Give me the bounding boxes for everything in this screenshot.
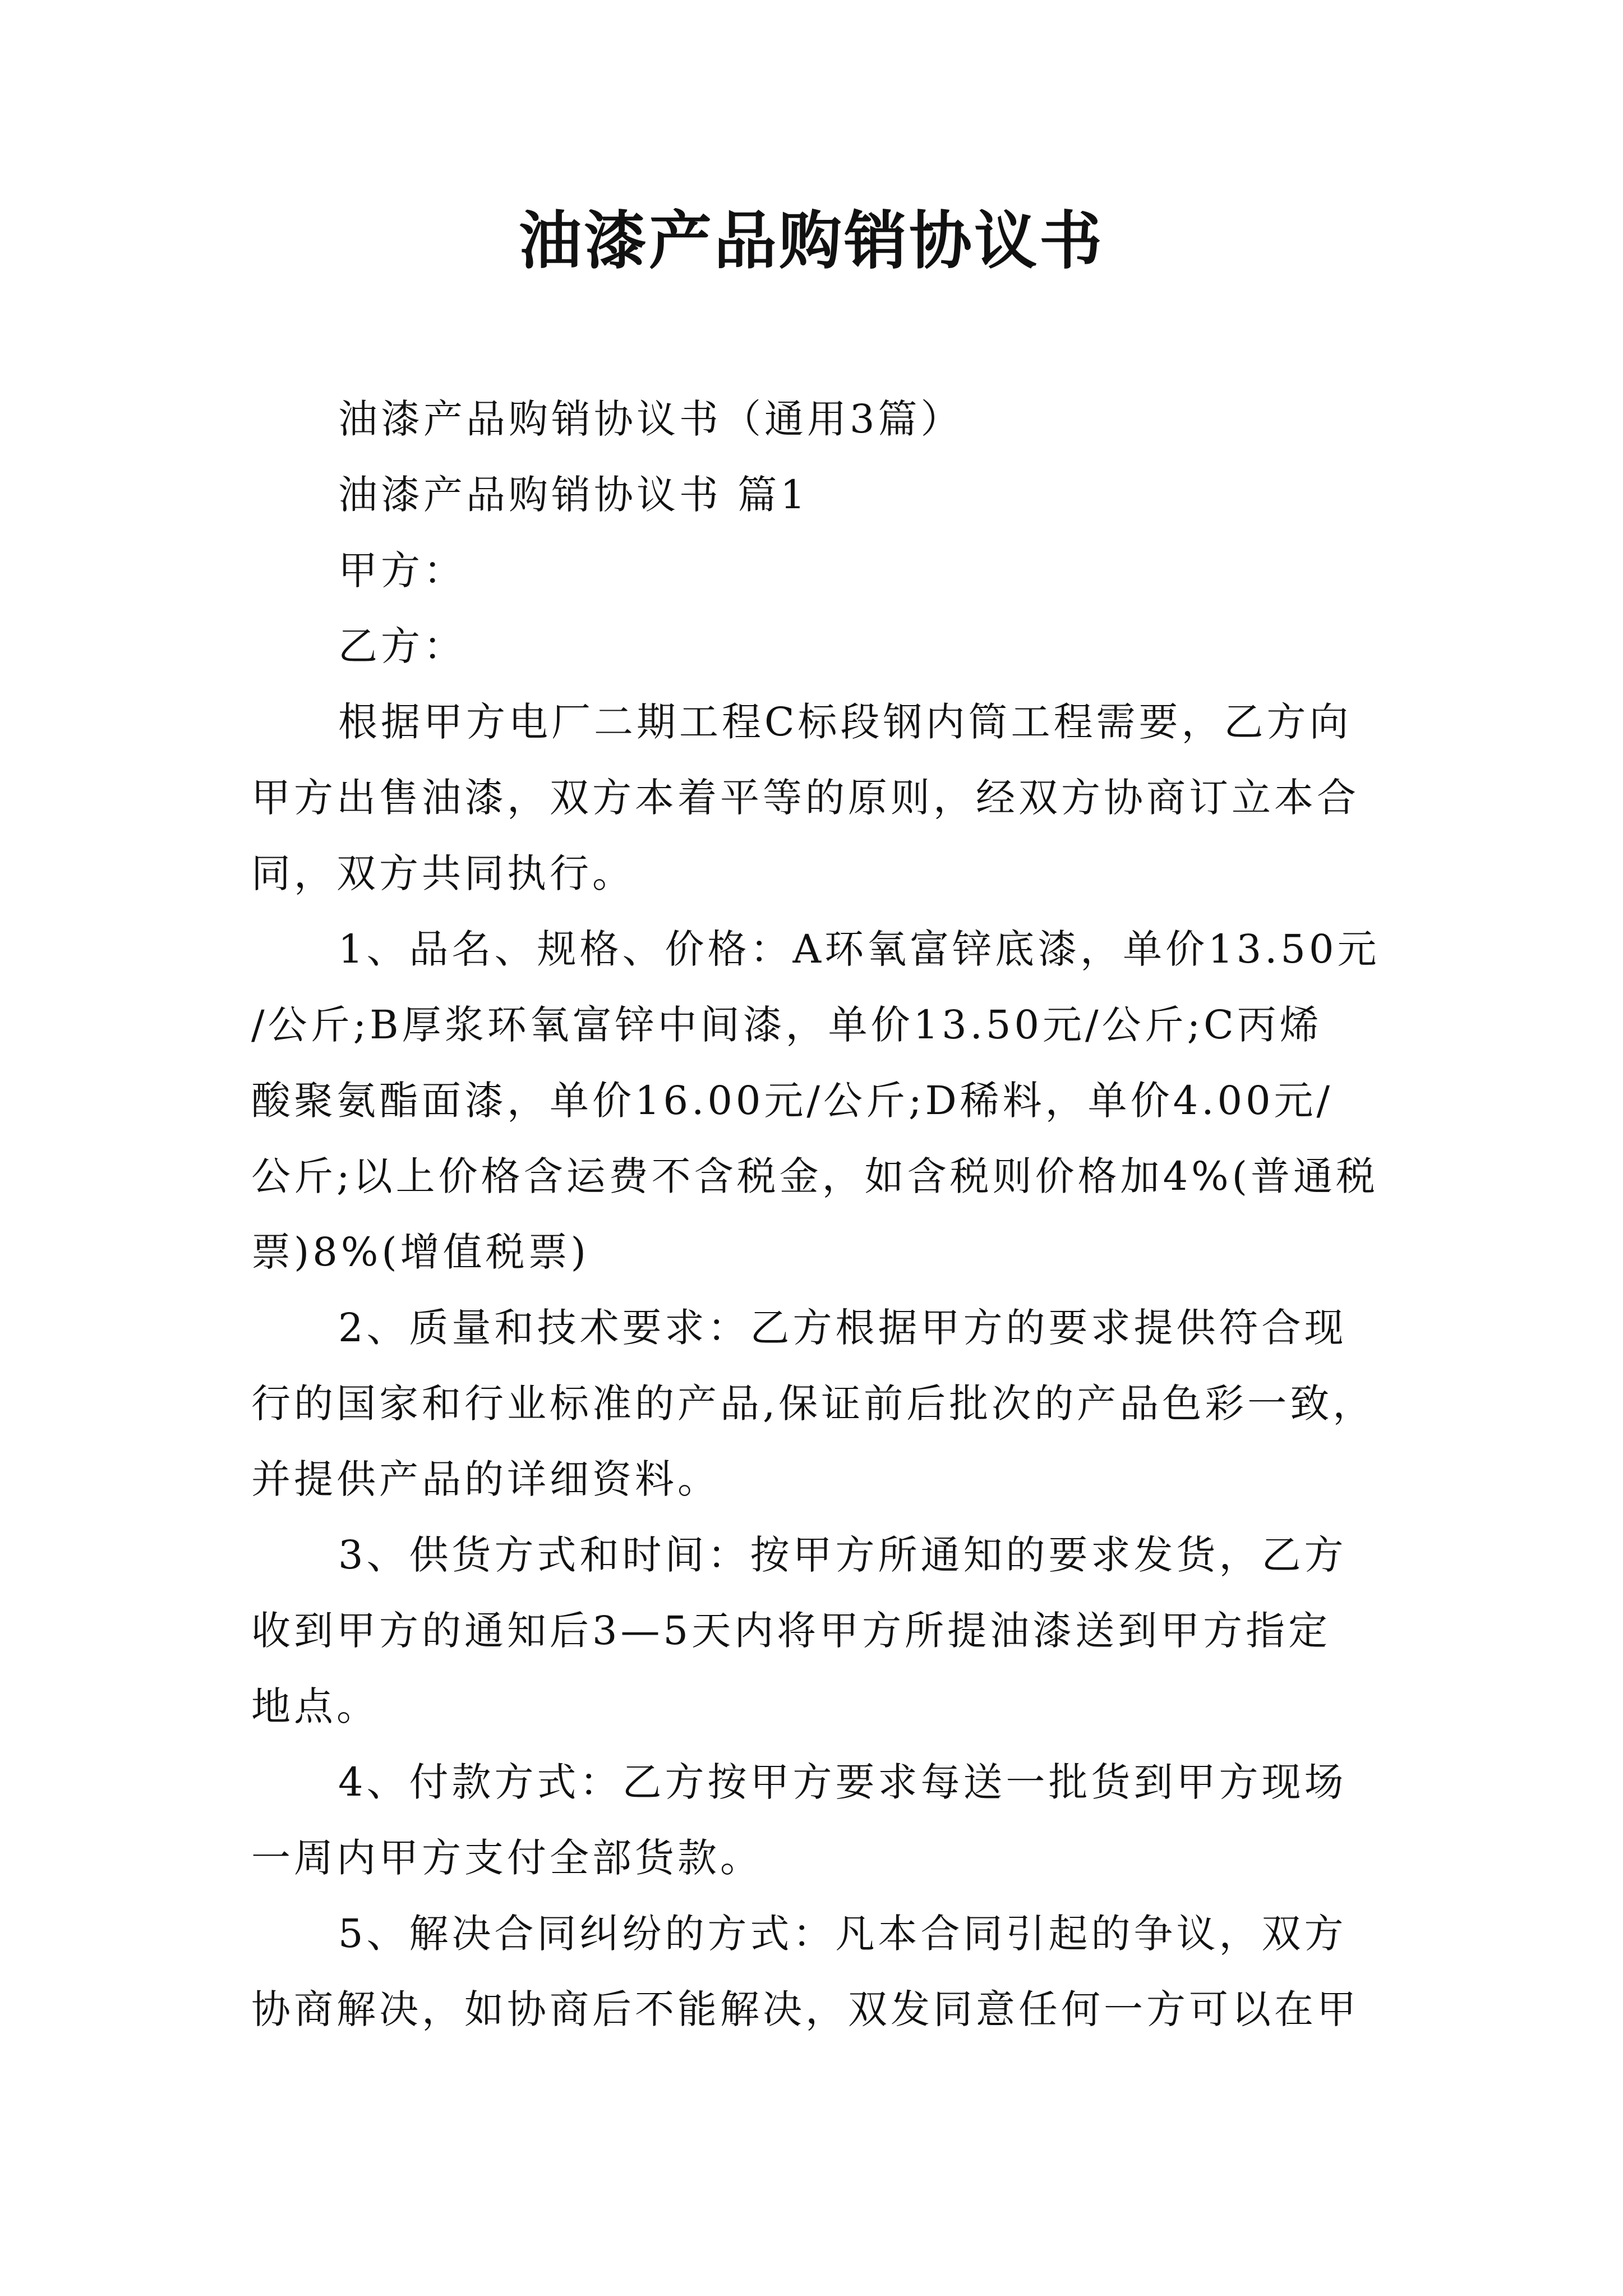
text-line: 一周内甲方支付全部货款。 (251, 1835, 763, 1881)
text-line: 酸聚氨酯面漆，单价16.00元/公斤;D稀料，单价4.00元/ (251, 1078, 1334, 1124)
party-a-line: 甲方： (338, 547, 466, 593)
subtitle-line: 油漆产品购销协议书（通用3篇） (338, 396, 963, 442)
section-heading: 油漆产品购销协议书 篇1 (338, 472, 809, 518)
text-line: 协商解决，如协商后不能解决，双发同意任何一方可以在甲 (251, 1986, 1359, 2032)
text-line: 3、供货方式和时间：按甲方所通知的要求发货，乙方 (338, 1532, 1347, 1578)
text-line: 行的国家和行业标准的产品,保证前后批次的产品色彩一致， (251, 1381, 1376, 1427)
party-b-line: 乙方： (338, 623, 466, 669)
text-line: 并提供产品的详细资料。 (251, 1456, 720, 1502)
text-line: 5、解决合同纠纷的方式：凡本合同引起的争议，双方 (338, 1911, 1347, 1957)
text-line: 收到甲方的通知后3—5天内将甲方所提油漆送到甲方指定 (251, 1608, 1331, 1654)
text-line: 1、品名、规格、价格：A环氧富锌底漆，单价13.50元 (338, 926, 1380, 972)
text-line: /公斤;B厚浆环氧富锌中间漆，单价13.50元/公斤;C丙烯 (251, 1002, 1322, 1048)
text-line: 地点。 (251, 1683, 379, 1729)
text-line: 票)8%(增值税票) (251, 1229, 589, 1275)
document-body (251, 381, 1390, 2047)
text-line: 甲方出售油漆，双方本着平等的原则，经双方协商订立本合 (251, 775, 1359, 821)
page-title: 油漆产品购销协议书 (519, 204, 1104, 278)
text-line: 2、质量和技术要求：乙方根据甲方的要求提供符合现 (338, 1305, 1347, 1351)
text-line: 公斤;以上价格含运费不含税金，如含税则价格加4%(普通税 (251, 1153, 1378, 1199)
text-line: 4、付款方式：乙方按甲方要求每送一批货到甲方现场 (338, 1759, 1347, 1805)
text-line: 同，双方共同执行。 (251, 850, 635, 896)
text-line: 根据甲方电厂二期工程C标段钢内筒工程需要，乙方向 (338, 699, 1352, 745)
